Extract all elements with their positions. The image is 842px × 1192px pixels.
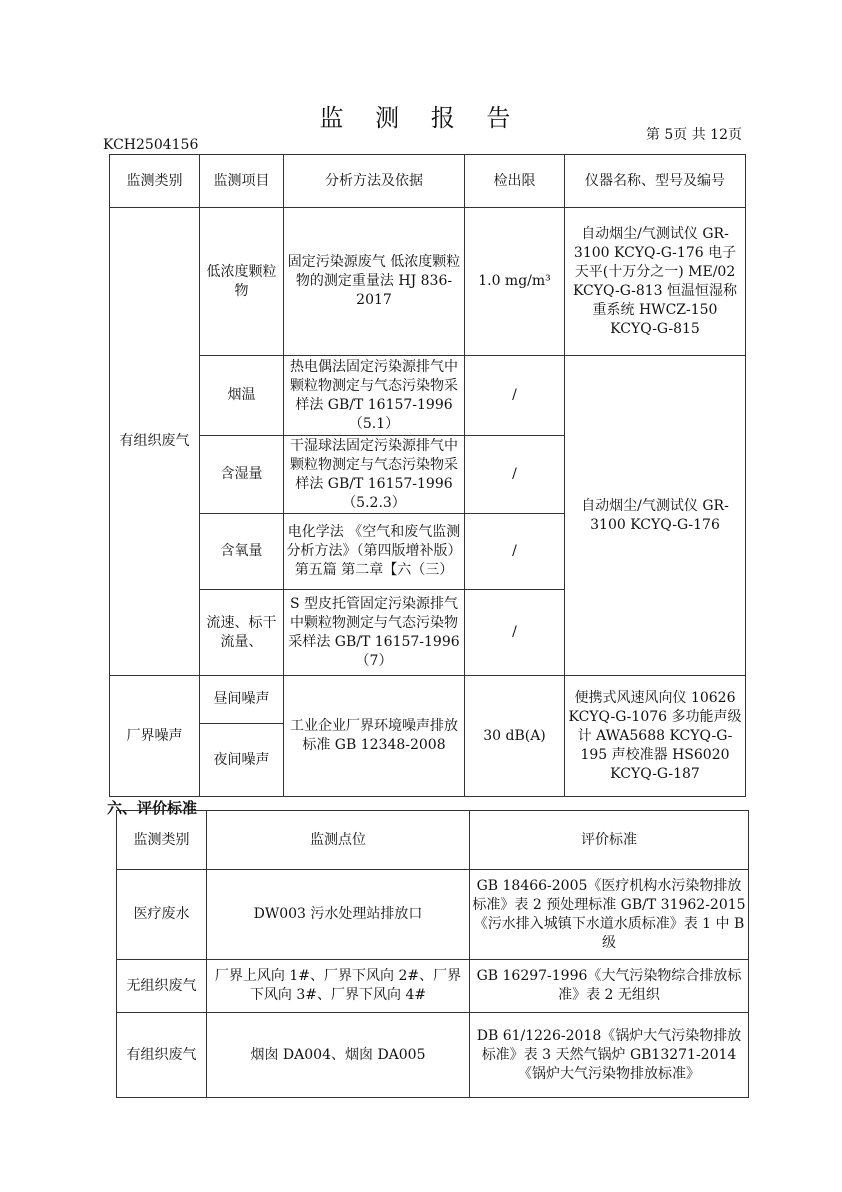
standard-cell: DB 61/1226-2018《锅炉大气污染物排放标准》表 3 天然气锅炉 GB13271-2014《锅炉大气污染物排放标准》	[470, 1013, 749, 1098]
header-category: 监测类别	[117, 811, 207, 870]
category-cell: 有组织废气	[117, 1013, 207, 1098]
table-header-row	[117, 811, 749, 870]
item-cell: 含湿量	[200, 436, 284, 514]
method-cell: 电化学法 《空气和废气监测分析方法》（第四版增补版）第五篇 第二章【六（三）	[284, 514, 465, 590]
instrument-cell: 便携式风速风向仪 10626 KCYQ-G-1076 多功能声级计 AWA5688 KCYQ-G-195 声校准器 HS6020 KCYQ-G-187	[565, 676, 746, 797]
item-cell: 低浓度颗粒物	[200, 208, 284, 356]
category-boundary-noise: 厂界噪声	[110, 676, 200, 797]
method-cell: 热电偶法固定污染源排气中颗粒物测定与气态污染物采样法 GB/T 16157-1996（5.1）	[284, 356, 465, 436]
item-cell: 烟温	[200, 356, 284, 436]
category-cell: 无组织废气	[117, 960, 207, 1013]
header-limit: 检出限	[465, 155, 565, 208]
item-cell: 流速、标干流量、	[200, 590, 284, 676]
header-category: 监测类别	[110, 155, 200, 208]
standard-cell: GB 16297-1996《大气污染物综合排放标准》表 2 无组织	[470, 960, 749, 1013]
monitoring-methods-table	[109, 154, 746, 797]
header-standard: 评价标准	[470, 811, 749, 870]
table-header-row	[110, 155, 746, 208]
page-number: 第 5页 共 12页	[645, 127, 742, 143]
limit-cell: /	[465, 356, 565, 436]
report-title: 监 测 报 告	[319, 104, 523, 132]
point-cell: DW003 污水处理站排放口	[207, 870, 470, 960]
point-cell: 烟囱 DA004、烟囱 DA005	[207, 1013, 470, 1098]
method-cell: 工业企业厂界环境噪声排放标准 GB 12348-2008	[284, 676, 465, 797]
table-row	[117, 960, 749, 1013]
table-row	[110, 356, 746, 436]
header-instrument: 仪器名称、型号及编号	[565, 155, 746, 208]
limit-cell: /	[465, 590, 565, 676]
limit-cell: 30 dB(A)	[465, 676, 565, 797]
limit-cell: /	[465, 514, 565, 590]
instrument-merged-cell: 自动烟尘/气测试仪 GR-3100 KCYQ-G-176	[565, 356, 746, 676]
report-number: KCH2504156	[103, 137, 199, 153]
section-heading: 六、评价标准	[107, 799, 198, 817]
instrument-cell: 自动烟尘/气测试仪 GR-3100 KCYQ-G-176 电子天平(十万分之一) ME/02 KCYQ-G-813 恒温恒湿称重系统 HWCZ-150 KCYQ-G-815	[565, 208, 746, 356]
table-row	[117, 870, 749, 960]
point-cell: 厂界上风向 1#、厂界下风向 2#、厂界下风向 3#、厂界下风向 4#	[207, 960, 470, 1013]
item-cell: 含氧量	[200, 514, 284, 590]
limit-cell: /	[465, 436, 565, 514]
method-cell: S 型皮托管固定污染源排气中颗粒物测定与气态污染物采样法 GB/T 16157-1996 （7）	[284, 590, 465, 676]
evaluation-standards-table	[116, 810, 749, 1098]
table-row	[110, 676, 746, 724]
limit-cell: 1.0 mg/m³	[465, 208, 565, 356]
item-cell: 昼间噪声	[200, 676, 284, 724]
header-point: 监测点位	[207, 811, 470, 870]
standard-cell: GB 18466-2005《医疗机构水污染物排放标准》表 2 预处理标准 GB/T 31962-2015《污水排入城镇下水道水质标准》表 1 中 B 级	[470, 870, 749, 960]
method-cell: 干湿球法固定污染源排气中颗粒物测定与气态污染物采样法 GB/T 16157-1996（5.2.3）	[284, 436, 465, 514]
table-row	[117, 1013, 749, 1098]
table-row	[110, 208, 746, 356]
item-cell: 夜间噪声	[200, 724, 284, 797]
category-organized-gas: 有组织废气	[110, 208, 200, 676]
category-cell: 医疗废水	[117, 870, 207, 960]
header-item: 监测项目	[200, 155, 284, 208]
method-cell: 固定污染源废气 低浓度颗粒物的测定重量法 HJ 836-2017	[284, 208, 465, 356]
header-method: 分析方法及依据	[284, 155, 465, 208]
